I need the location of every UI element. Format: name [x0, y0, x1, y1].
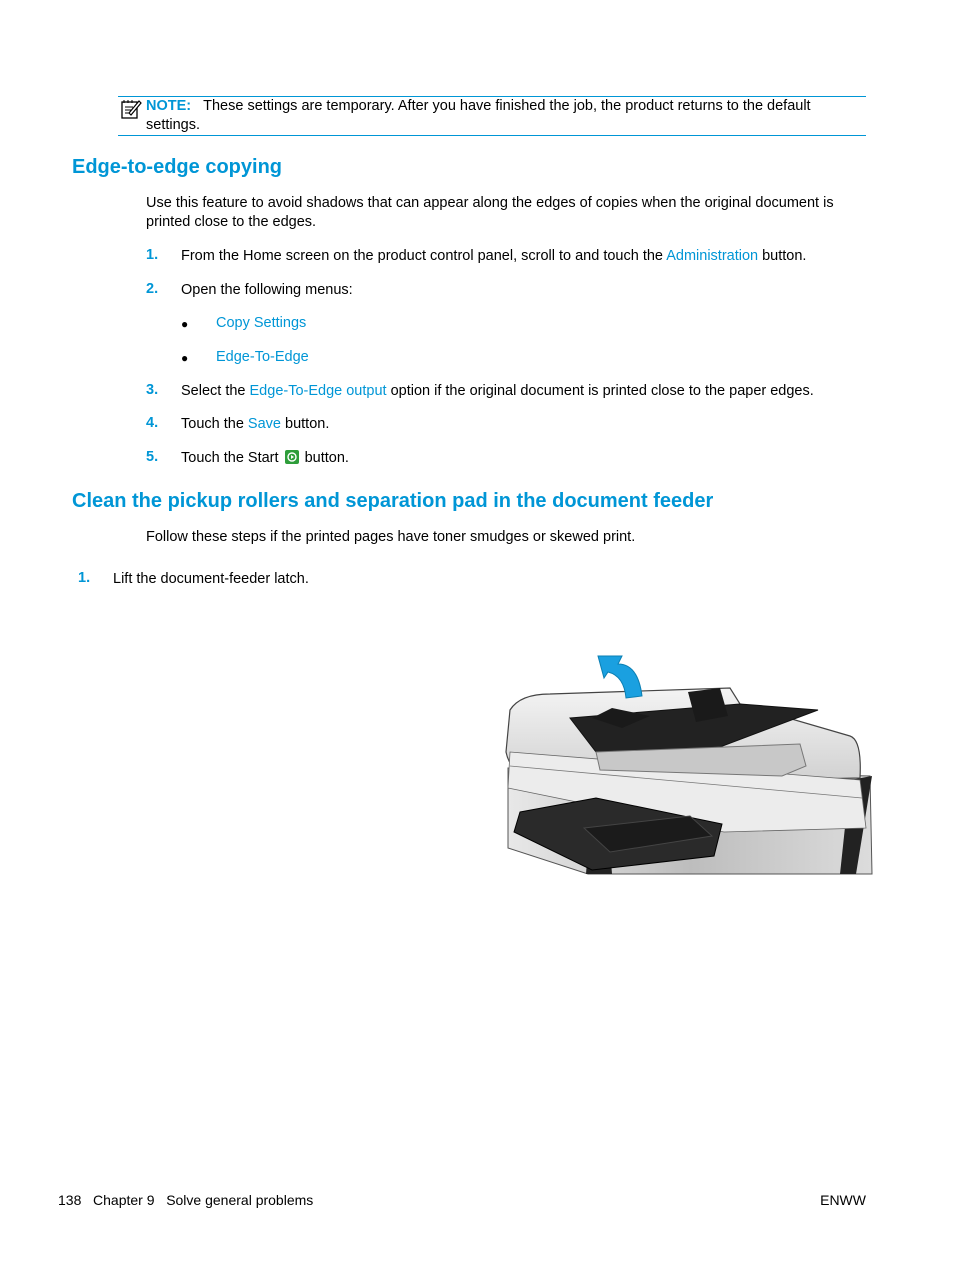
step-5-text-before: Touch the Start	[181, 450, 283, 466]
start-button-icon	[285, 450, 299, 464]
section-title-clean-rollers: Clean the pickup rollers and separation pad in the document feeder	[72, 490, 714, 512]
chapter-label: Chapter 9	[93, 1192, 155, 1208]
step-number: 1.	[146, 247, 159, 263]
document-feeder-lift-illustration	[500, 648, 876, 876]
edge-to-edge-output-option[interactable]: Edge-To-Edge output	[249, 383, 387, 399]
step-4-text-before: Touch the	[181, 416, 248, 432]
step-number: 3.	[146, 382, 159, 398]
bullet-icon: ●	[181, 351, 189, 365]
note-icon	[120, 98, 142, 120]
step-number: 2.	[146, 281, 159, 297]
step-number: 5.	[146, 449, 159, 465]
step-3-text-after: option if the original document is printed close to the paper edges.	[386, 383, 814, 399]
step-5-text	[181, 449, 349, 468]
administration-link[interactable]: Administration	[666, 248, 759, 264]
step-4-text-after: button.	[280, 416, 330, 432]
section1-intro: Use this feature to avoid shadows that can appear along the edges of copies when the original document is printed close to the edges.	[146, 195, 834, 230]
note-label: NOTE:	[146, 98, 192, 114]
step-1-text-after: button.	[758, 248, 807, 264]
page-number: 138	[58, 1192, 82, 1208]
step-1-text	[181, 247, 871, 266]
section2-step-1-text: Lift the document-feeder latch.	[113, 571, 309, 587]
bullet-icon: ●	[181, 317, 189, 331]
section-title-edge-to-edge: Edge-to-edge copying	[72, 156, 282, 178]
step-3-text-before: Select the	[181, 383, 250, 399]
footer-left	[58, 1192, 313, 1208]
menu-item-copy-settings[interactable]: Copy Settings	[216, 315, 307, 331]
note-body: These settings are temporary. After you have finished the job, the product returns to the default settings.	[146, 98, 811, 133]
menu-item-edge-to-edge[interactable]: Edge-To-Edge	[216, 349, 309, 365]
chapter-title: Solve general problems	[166, 1192, 314, 1208]
step-4-text	[181, 415, 329, 434]
step-5-text-after: button.	[300, 450, 349, 466]
save-button-link[interactable]: Save	[247, 416, 281, 432]
step-2-text: Open the following menus:	[181, 282, 353, 298]
note-text	[146, 97, 861, 135]
step-number: 1.	[78, 570, 91, 586]
footer-right: ENWW	[820, 1192, 866, 1208]
step-1-text-before: From the Home screen on the product control panel, scroll to and touch the	[181, 248, 667, 264]
step-3-text	[181, 382, 871, 401]
section2-intro: Follow these steps if the printed pages have toner smudges or skewed print.	[146, 529, 636, 545]
step-number: 4.	[146, 415, 159, 431]
